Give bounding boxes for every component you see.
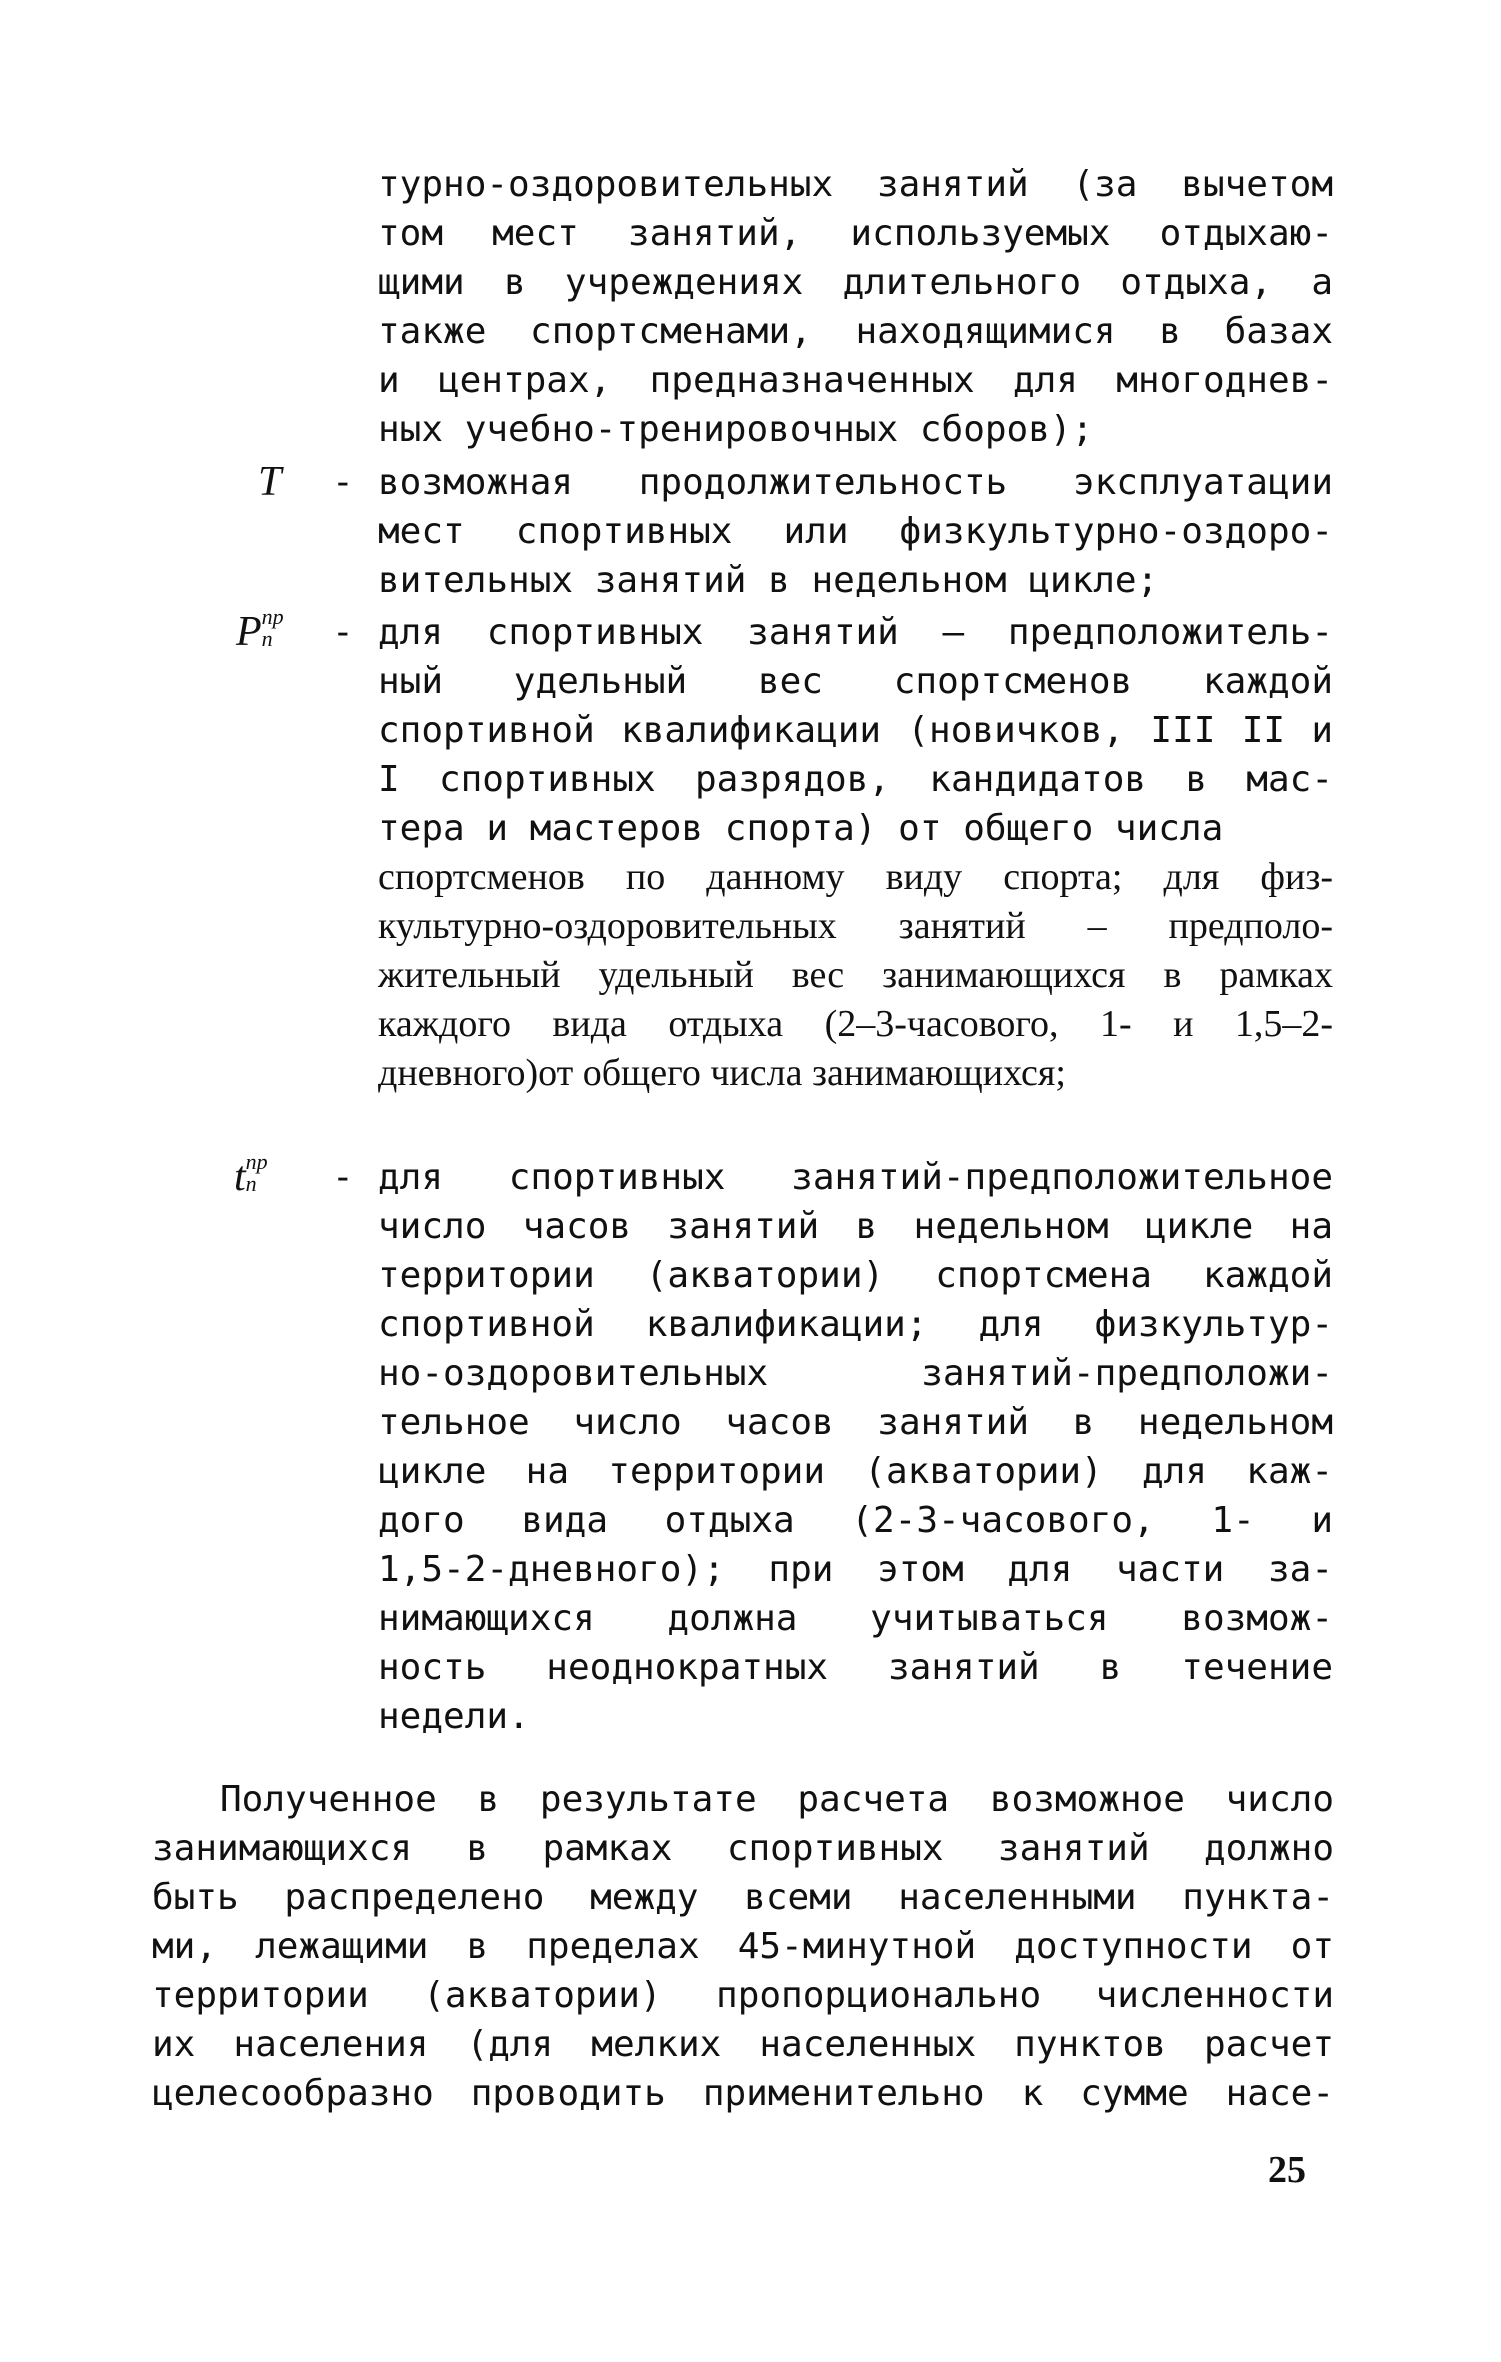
symbol-indices [245, 1149, 276, 1202]
symbol-subscript: n [261, 626, 273, 651]
text-line: Полученное в результате расчета возможное число [220, 1779, 1334, 1820]
text-line: территории (акватории) пропорционально численности [152, 1975, 1334, 2016]
text-line: жительный удельный вес занимающихся в рамках [378, 954, 1333, 996]
text-line: число часов занятий в недельном цикле на [378, 1206, 1333, 1247]
text-line: турно-оздоровительных занятий (за вычетом [378, 164, 1333, 205]
symbol-superscript: пр [261, 604, 284, 629]
text-line: ный удельный вес спортсменов каждой [378, 661, 1333, 702]
symbol-letter: T [258, 459, 282, 505]
symbol-subscript: n [245, 1171, 257, 1196]
text-line: спортивной квалификации (новичков, III II и [378, 710, 1333, 751]
closing-paragraph [152, 1775, 1334, 2118]
text-line: щими в учреждениях длительного отдыха, а [378, 262, 1333, 303]
symbol-t-capital [258, 458, 281, 507]
symbol-letter: P [236, 609, 262, 655]
definition-dash: - [332, 1157, 354, 1198]
text-line: тера и мастеров спорта) от общего числа [378, 808, 1224, 849]
text-line: I спортивных разрядов, кандидатов в мас- [378, 759, 1333, 800]
text-line: территории (акватории) спортсмена каждой [378, 1255, 1333, 1296]
text-line: спортсменов по данному виду спорта; для физ- [378, 856, 1333, 898]
text-line: спортивной квалификации; для физкультур- [378, 1304, 1333, 1345]
text-line: быть распределено между всеми населенными пункта- [152, 1877, 1334, 1918]
text-line: их населения (для мелких населенных пунктов расчет [152, 2024, 1334, 2065]
text-line: но-оздоровительных занятий-предположи- [378, 1353, 1333, 1394]
text-line: мест спортивных или физкультурно-оздоро- [378, 511, 1333, 552]
intro-paragraph [378, 160, 1333, 454]
text-line: для спортивных занятий – предположитель- [378, 612, 1333, 653]
text-line: вительных занятий в недельном цикле; [378, 560, 1159, 601]
text-line: дого вида отдыха (2-3-часового, 1- и [378, 1500, 1333, 1541]
text-line: также спортсменами, находящимися в базах [378, 311, 1333, 352]
text-line: каждого вида отдыха (2–3-часового, 1- и 1,5–2- [378, 1003, 1333, 1045]
symbol-t [234, 1149, 276, 1202]
text-line: занимающихся в рамках спортивных занятий должно [152, 1828, 1334, 1869]
text-line: ных учебно-тренировочных сборов); [378, 409, 1094, 450]
definition-t-small-text [378, 1153, 1333, 1741]
text-line: культурно-оздоровительных занятий – предполо- [378, 905, 1333, 947]
symbol-letter: t [234, 1154, 246, 1200]
text-line: ми, лежащими в пределах 45-минутной доступности от [152, 1926, 1334, 1967]
symbol-indices [261, 604, 292, 657]
text-line: недели. [378, 1696, 530, 1737]
definition-p-text [378, 608, 1333, 1098]
symbol-superscript: пр [245, 1149, 268, 1174]
page-number: 25 [1268, 2149, 1306, 2191]
text-line: том мест занятий, используемых отдыхаю- [378, 213, 1333, 254]
text-line: нимающихся должна учитываться возмож- [378, 1598, 1333, 1639]
text-line: и центрах, предназначенных для многоднев- [378, 360, 1333, 401]
definition-t-text [378, 458, 1333, 605]
text-line: тельное число часов занятий в недельном [378, 1402, 1333, 1443]
text-line: цикле на территории (акватории) для каж- [378, 1451, 1333, 1492]
text-line: целесообразно проводить применительно к сумме насе- [152, 2073, 1334, 2114]
text-line: для спортивных занятий-предположительное [378, 1157, 1333, 1198]
text-line: ность неоднократных занятий в течение [378, 1647, 1333, 1688]
definition-dash: - [332, 462, 354, 503]
text-line: 1,5-2-дневного); при этом для части за- [378, 1549, 1333, 1590]
text-line: дневного)от общего числа занимающихся; [378, 1052, 1066, 1094]
text-line: возможная продолжительность эксплуатации [378, 462, 1333, 503]
symbol-p [236, 604, 292, 657]
definition-dash: - [332, 612, 354, 653]
